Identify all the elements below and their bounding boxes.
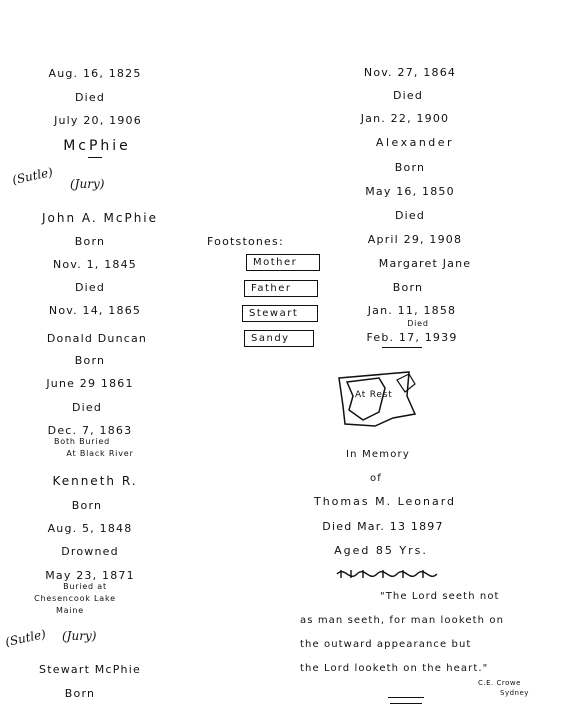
left-line: Maine — [55, 606, 85, 615]
left-line: Buried at — [63, 582, 107, 591]
left-line: Nov. 14, 1865 — [48, 304, 142, 317]
right-line: Died — [392, 89, 424, 102]
side-note: (Sutle) — [10, 164, 55, 188]
left-line: Born — [71, 499, 103, 512]
double-rule — [388, 697, 424, 698]
person-name: Kenneth R. — [52, 474, 138, 488]
quote-line: the Lord looketh on the heart." — [300, 663, 489, 674]
person-name: Stewart McPhie — [39, 663, 141, 676]
left-line: Died — [74, 91, 106, 104]
footstone-box: Mother — [246, 254, 320, 271]
person-name: Alexander — [375, 136, 455, 149]
left-line: Nov. 1, 1845 — [53, 258, 137, 271]
underline-mark — [382, 347, 422, 348]
left-line: Born — [64, 687, 96, 700]
left-line: Died — [71, 401, 103, 414]
side-note: (Jury) — [62, 629, 97, 643]
right-line: Jan. 22, 1900 — [360, 112, 450, 125]
footstones-heading: Footstones: — [207, 235, 284, 248]
right-line: April 29, 1908 — [367, 233, 463, 246]
signature: Sydney — [500, 689, 529, 697]
left-line: At Black River — [66, 449, 134, 458]
at-rest-emblem — [335, 366, 425, 436]
left-line: June 29 1861 — [46, 377, 134, 390]
right-line: Nov. 27, 1864 — [363, 66, 457, 79]
right-line: Died — [394, 209, 426, 222]
memorial-name: Thomas M. Leonard — [313, 495, 457, 508]
right-line: Died — [407, 319, 429, 328]
at-rest-label: At Rest — [355, 390, 393, 400]
right-line: Jan. 11, 1858 — [367, 304, 457, 317]
right-line: May 16, 1850 — [365, 185, 455, 198]
left-line: Aug. 16, 1825 — [48, 67, 142, 80]
footstone-box: Stewart — [242, 305, 318, 322]
left-line: Born — [74, 235, 106, 248]
quote-line: "The Lord seeth not — [380, 591, 500, 602]
footstone-box: Father — [244, 280, 318, 297]
left-line: Born — [74, 354, 106, 367]
memorial-line: of — [369, 473, 383, 484]
leaf-ornament — [335, 562, 445, 586]
right-line: Feb. 17, 1939 — [366, 331, 458, 344]
memorial-line: Aged 85 Yrs. — [334, 544, 428, 557]
person-name: Donald Duncan — [46, 332, 148, 345]
left-line: Dec. 7, 1863 — [47, 424, 133, 437]
side-note: (Jury) — [70, 177, 105, 191]
left-line: May 23, 1871 — [45, 569, 135, 582]
underline-mark — [88, 157, 102, 158]
double-rule — [390, 703, 422, 704]
person-name: John A. McPhie — [41, 211, 159, 225]
quote-line: as man seeth, for man looketh on — [300, 615, 505, 626]
left-line: July 20, 1906 — [54, 114, 142, 127]
right-line: Born — [392, 281, 424, 294]
left-line: Both Buried — [53, 437, 111, 446]
left-line: Died — [74, 281, 106, 294]
right-line: Born — [394, 161, 426, 174]
footstone-box: Sandy — [244, 330, 314, 347]
quote-line: the outward appearance but — [300, 639, 472, 650]
memorial-line: Died Mar. 13 1897 — [322, 520, 444, 533]
signature: C.E. Crowe — [478, 679, 521, 687]
left-line: Chesencook Lake — [34, 594, 116, 603]
left-line: Aug. 5, 1848 — [47, 522, 133, 535]
person-name: Margaret Jane — [378, 257, 472, 270]
memorial-line: In Memory — [346, 449, 410, 460]
left-line: Drowned — [61, 545, 119, 558]
side-note: (Sutle) — [3, 626, 48, 650]
surname-heading: McPhie — [63, 138, 131, 154]
